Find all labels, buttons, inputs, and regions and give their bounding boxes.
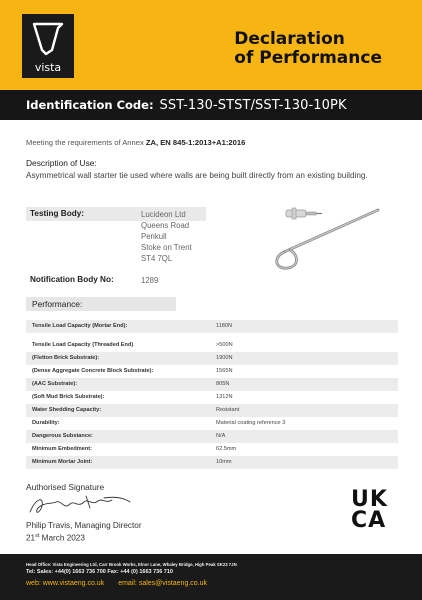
testing-body-address [141,209,192,264]
row-value: 62.5mm [216,446,237,452]
performance-heading-band [26,297,176,311]
performance-heading: Performance: [32,299,83,309]
row-label: Dangerous Substance: [32,433,93,439]
header-banner [0,0,422,90]
testing-body-label: Testing Body: [30,209,84,218]
table-row [26,320,398,333]
footer-head-office: Head Office: Vista Engineering Ltd, Carr Brook Works, Elnor Lane, Whaley Bridge, High Peak SK23 7JN [26,562,237,567]
logo-text: vista [34,61,62,74]
table-row [26,378,398,391]
footer-email-link[interactable]: email: sales@vistaeng.co.uk [118,580,208,587]
row-label: Minimum Embedment: [32,446,92,452]
authorised-signature-heading: Authorised Signature [26,482,105,492]
identification-code: SST-130-STST/SST-130-10PK [159,97,347,113]
description-text: Asymmetrical wall starter tie used where walls are being built directly from an existing building. [26,171,368,180]
address-line: Queens Road [141,221,190,230]
row-value: 805N [216,381,230,387]
address-line: Penkull [141,232,167,241]
row-label: (AAC Substrate): [32,381,78,387]
wall-starter-tie-icon [262,206,382,276]
address-line: Lucideon Ltd [141,210,186,219]
footer-web-link[interactable]: web: www.vistaeng.co.uk [26,580,105,587]
table-row [26,365,398,378]
date-rest: March 2023 [39,533,85,543]
row-label: Tensile Load Capacity (Threaded End) [32,342,134,348]
table-row [26,456,398,469]
identification-label: Identification Code: [26,98,154,112]
row-value: N/A [216,433,226,439]
table-row [26,404,398,417]
row-label: (Dense Aggregate Concrete Block Substrate): [32,368,154,374]
footer-contacts [26,580,207,587]
notification-body-number: 1289 [141,276,159,285]
table-row [26,443,398,456]
document-title [234,30,382,68]
title-line-1: Declaration [234,29,345,49]
table-row [26,430,398,443]
vista-logo [22,14,74,78]
row-label: (Soft Mud Brick Substrate): [32,394,105,400]
description-heading: Description of Use: [26,158,97,168]
row-value: Resistant [216,407,240,413]
table-row [26,417,398,430]
requirements-statement [26,138,245,147]
footer-tel-fax: Tel: Sales: +44(0) 1663 736 700 Fax: +44 (0) 1663 736 710 [26,569,173,575]
row-value: Material coating reference 3 [216,420,286,426]
row-label: Tensile Load Capacity (Mortar End): [32,323,128,329]
row-label: Water Shedding Capacity: [32,407,102,413]
signature-date [26,533,85,543]
row-value: 1180N [216,323,233,329]
row-value: 1900N [216,355,233,361]
row-label: Minimum Mortar Joint: [32,459,93,465]
footer [0,554,422,600]
row-value: >500N [216,342,233,348]
identification-bar [0,90,422,120]
performance-table [26,320,398,469]
table-row [26,352,398,365]
signature-icon [26,492,136,518]
requirements-prefix: Meeting the requirements of Annex [26,138,146,147]
table-row [26,339,398,352]
title-line-2: of Performance [234,48,382,68]
table-row [26,391,398,404]
row-value: 10mm [216,459,232,465]
signer-name: Philip Travis, Managing Director [26,521,142,530]
vista-logo-mark-icon [28,20,68,58]
row-label: (Fletton Brick Substrate): [32,355,100,361]
date-day: 21 [26,533,36,543]
address-line: ST4 7QL [141,254,173,263]
row-value: 1565N [216,368,233,374]
row-label: Durability: [32,420,60,426]
product-image-wall-starter-tie [262,206,382,281]
address-line: Stoke on Trent [141,243,192,252]
row-value: 1312N [216,394,233,400]
requirements-standard: ZA, EN 845-1:2013+A1:2016 [145,138,246,147]
handwritten-signature [26,492,136,523]
ukca-mark [351,489,397,531]
ukca-line-2: CA [351,508,387,533]
notification-body-label: Notification Body No: [30,275,114,284]
date-suffix: st [35,533,40,539]
ukca-line-1: UK [351,487,388,512]
